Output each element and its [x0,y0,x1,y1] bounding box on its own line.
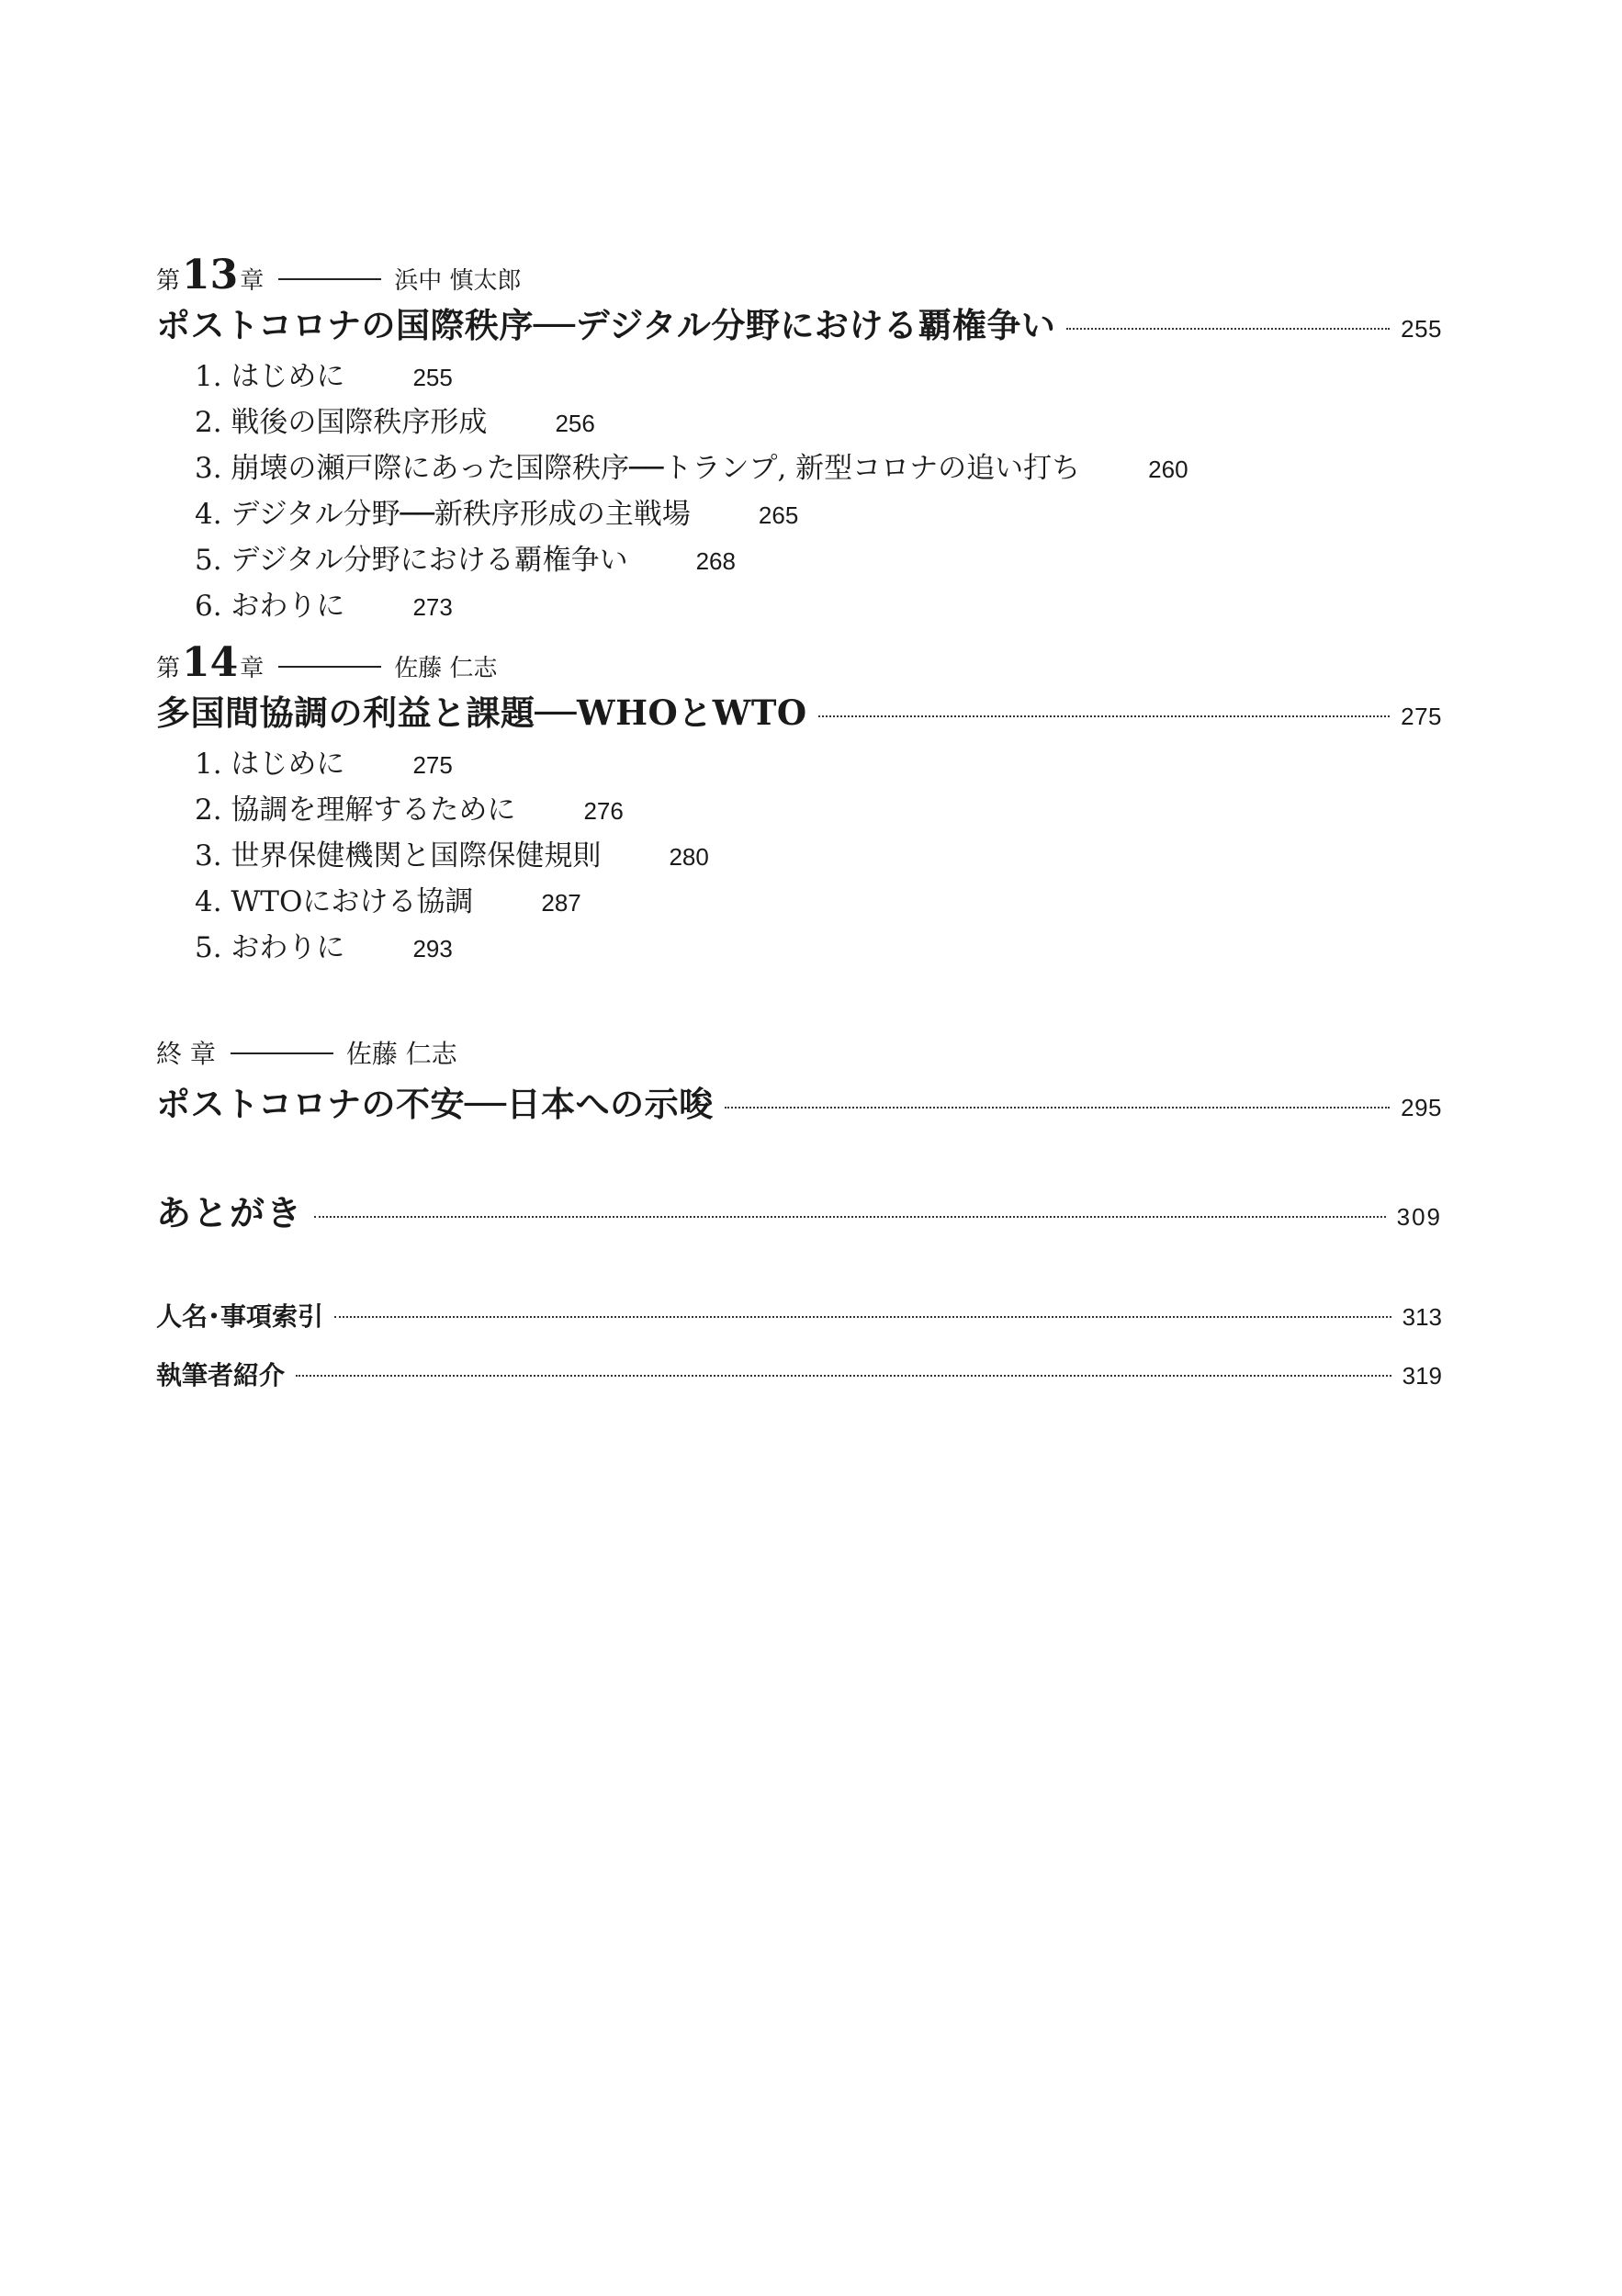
section-list [195,353,1442,628]
chapter-title: 多国間協調の利益と課題──WHOとWTO [156,692,807,733]
section-item[interactable] [195,536,1442,582]
section-title: 4. デジタル分野──新秩序形成の主戦場 [195,498,691,531]
section-page: 275 [412,751,453,779]
final-chapter-page: 295 [1401,1094,1442,1121]
section-title: 4. WTOにおける協調 [195,885,474,918]
chapter-13 [156,252,1442,628]
section-page: 256 [555,410,595,437]
section-title: 3. 世界保健機関と国際保健規則 [195,839,602,872]
chapter-title-row[interactable] [156,298,1442,351]
chapter-page: 255 [1401,315,1442,343]
chapter-title-row[interactable] [156,685,1442,738]
contributors-title: 執筆者紹介 [156,1360,286,1390]
toc-content [156,252,1442,1414]
section-list [195,740,1442,970]
afterword-row[interactable] [156,1185,1442,1240]
final-chapter-title: ポストコロナの不安──日本への示唆 [156,1084,714,1124]
contributors-page: 319 [1402,1362,1442,1390]
afterword-page: 309 [1396,1203,1442,1231]
final-chapter [156,1034,1442,1130]
author-dash [231,1052,333,1054]
section-item[interactable] [195,786,1442,832]
section-title: 5. デジタル分野における覇権争い [195,544,628,577]
chapter-number: 14 [182,639,239,686]
index-row[interactable] [156,1297,1442,1356]
chapter-suffix: 章 [240,655,265,682]
section-title: 1. はじめに [195,360,345,393]
chapter-author: 浜中 慎太郎 [394,267,522,295]
section-item[interactable] [195,399,1442,445]
dot-leader [334,1316,1391,1318]
chapter-suffix: 章 [240,267,265,295]
author-dash [278,278,381,280]
section-page: 280 [669,843,709,871]
chapter-label [156,639,1442,686]
section-page: 268 [695,547,736,575]
author-dash [278,666,381,668]
section-title: 5. おわりに [195,931,345,964]
section-item[interactable] [195,878,1442,924]
index-title: 人名･事項索引 [156,1301,324,1332]
dot-leader [818,715,1391,717]
section-item[interactable] [195,740,1442,786]
dot-leader [314,1216,1386,1218]
index-page: 313 [1402,1303,1442,1331]
section-item[interactable] [195,445,1442,490]
dot-leader [296,1375,1391,1377]
chapter-title: ポストコロナの国際秩序──デジタル分野における覇権争い [156,305,1056,345]
section-page: 293 [412,935,453,962]
chapter-14 [156,639,1442,970]
chapter-label [156,252,1442,298]
chapter-prefix: 第 [156,655,181,682]
final-chapter-title-row[interactable] [156,1076,1442,1130]
final-chapter-name: 終 章 [156,1039,216,1069]
final-chapter-label [156,1034,1442,1076]
section-item[interactable] [195,924,1442,970]
section-page: 287 [541,889,581,917]
afterword-title: あとがき [156,1192,304,1233]
section-page: 273 [412,593,453,621]
section-item[interactable] [195,490,1442,536]
section-page: 260 [1148,456,1188,483]
final-chapter-author: 佐藤 仁志 [345,1039,457,1069]
section-item[interactable] [195,582,1442,628]
section-title: 6. おわりに [195,590,345,623]
section-page: 265 [758,501,799,529]
section-item[interactable] [195,832,1442,878]
section-item[interactable] [195,353,1442,399]
section-title: 2. 協調を理解するために [195,793,516,827]
chapter-number: 13 [182,252,239,298]
dot-leader [725,1107,1391,1109]
section-page: 255 [412,364,453,391]
dot-leader [1066,328,1390,330]
section-title: 3. 崩壊の瀬戸際にあった国際秩序──トランプ, 新型コロナの追い打ち [195,452,1081,485]
section-title: 1. はじめに [195,748,345,781]
chapter-author: 佐藤 仁志 [394,655,498,682]
chapter-page: 275 [1401,703,1442,730]
contributors-row[interactable] [156,1356,1442,1414]
section-title: 2. 戦後の国際秩序形成 [195,406,488,439]
chapter-prefix: 第 [156,267,181,295]
section-page: 276 [583,797,624,825]
